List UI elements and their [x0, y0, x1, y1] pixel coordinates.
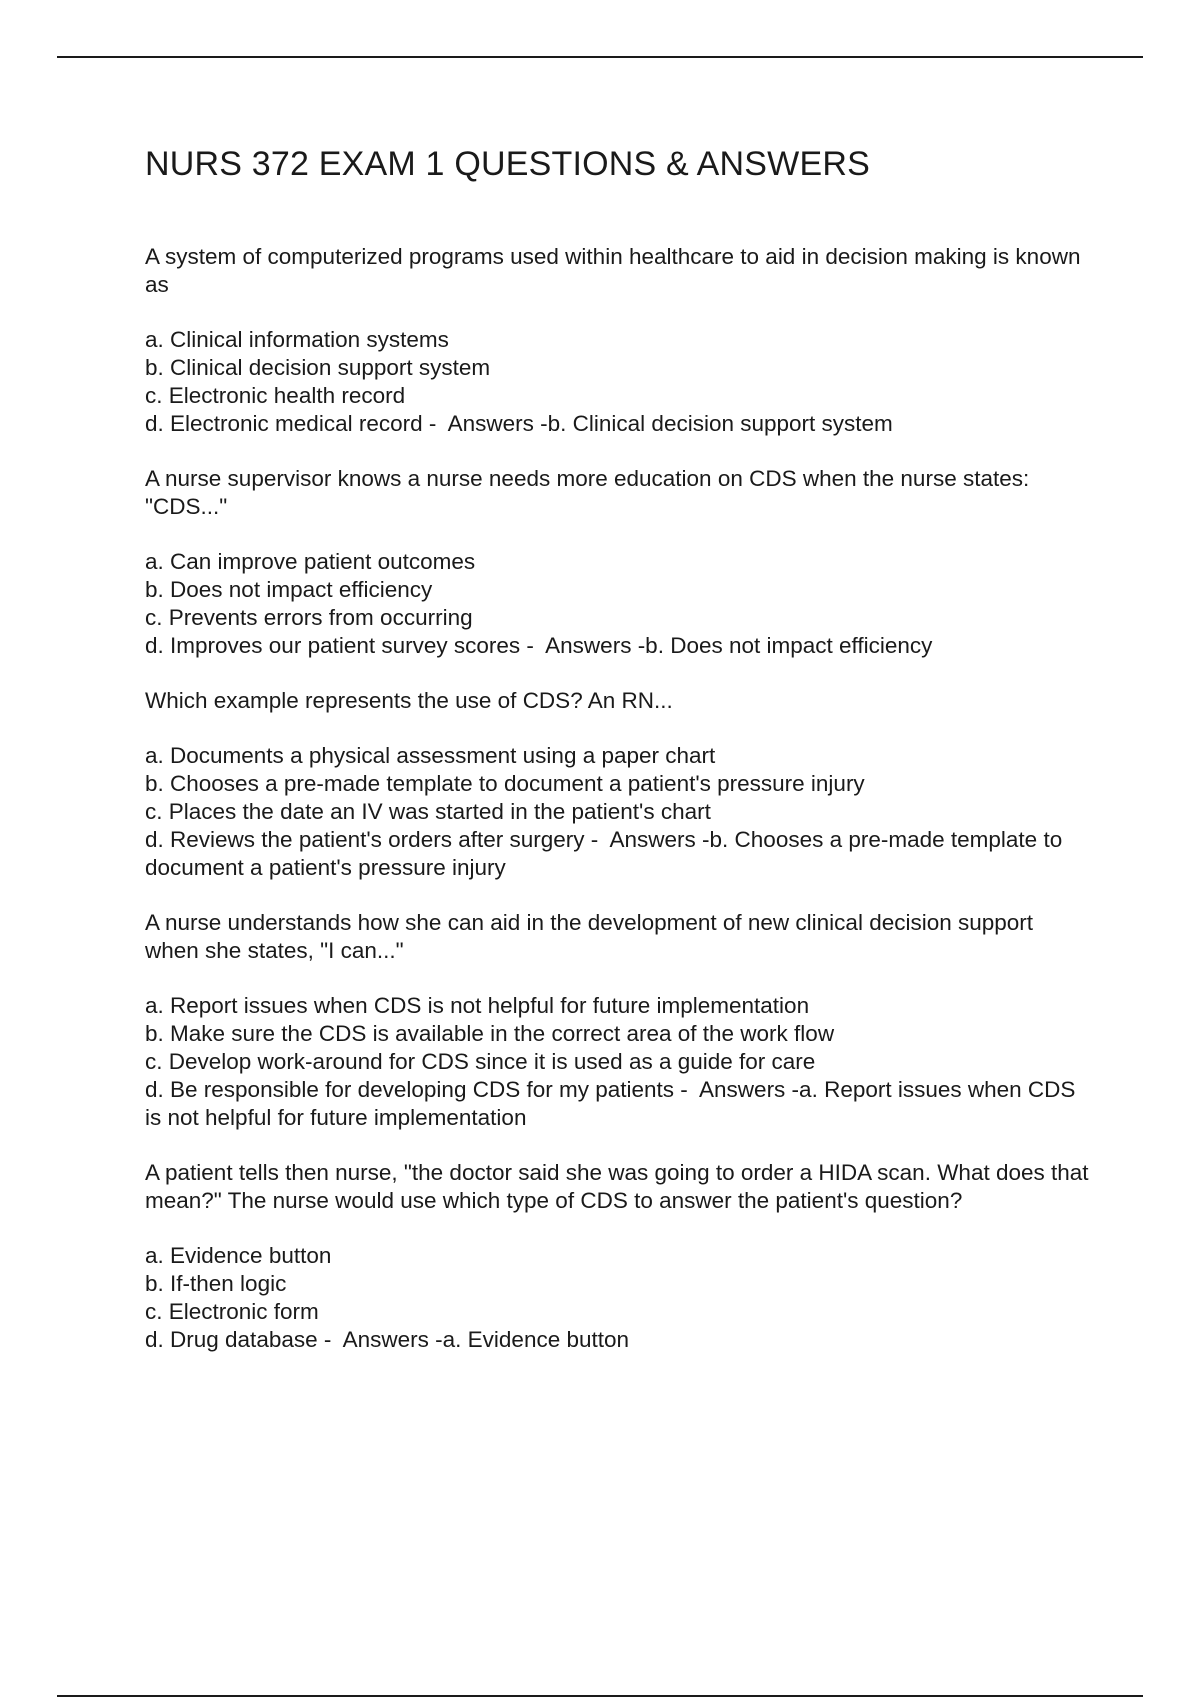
answer-options	[145, 992, 1090, 1132]
answer-options	[145, 548, 1090, 660]
answer-options	[145, 1242, 1090, 1354]
question-text: A system of computerized programs used within healthcare to aid in decision making is known as	[145, 244, 1081, 297]
answer-option: c. Electronic form	[145, 1299, 319, 1324]
answer-option: a. Report issues when CDS is not helpful for future implementation	[145, 993, 810, 1018]
answer-option: c. Places the date an IV was started in the patient's chart	[145, 799, 711, 824]
answer-option: a. Evidence button	[145, 1243, 332, 1268]
question-text: A patient tells then nurse, "the doctor said she was going to order a HIDA scan. What does that mean?" The nurse would use which type of CDS to answer the patient's question?	[145, 1160, 1089, 1213]
answer-option: b. Clinical decision support system	[145, 355, 491, 380]
answer-options	[145, 326, 1090, 438]
question-block	[145, 909, 1090, 1132]
page-title: NURS 372 EXAM 1 QUESTIONS & ANSWERS	[145, 145, 870, 183]
answer-option-with-key: d. Be responsible for developing CDS for my patients - Answers -a. Report issues when CDS is not helpful for future implementation	[145, 1077, 1082, 1130]
answer-option: b. Chooses a pre-made template to document a patient's pressure injury	[145, 771, 865, 796]
answer-options	[145, 742, 1090, 882]
bottom-divider	[57, 1695, 1143, 1697]
question-block	[145, 243, 1090, 438]
answer-option-with-key: d. Electronic medical record - Answers -b. Clinical decision support system	[145, 411, 893, 436]
answer-option: a. Clinical information systems	[145, 327, 449, 352]
question-block	[145, 465, 1090, 660]
question-text: Which example represents the use of CDS? An RN...	[145, 688, 673, 713]
question-block	[145, 687, 1090, 882]
answer-option-with-key: d. Drug database - Answers -a. Evidence button	[145, 1327, 630, 1352]
answer-option: b. Does not impact efficiency	[145, 577, 433, 602]
question-text: A nurse supervisor knows a nurse needs more education on CDS when the nurse states: "CDS..."	[145, 466, 1030, 519]
answer-option: c. Develop work-around for CDS since it is used as a guide for care	[145, 1049, 816, 1074]
top-divider	[57, 56, 1143, 58]
answer-option: c. Electronic health record	[145, 383, 406, 408]
answer-option: a. Documents a physical assessment using a paper chart	[145, 743, 716, 768]
answer-option: b. Make sure the CDS is available in the correct area of the work flow	[145, 1021, 835, 1046]
document-body	[145, 243, 1090, 1381]
question-block	[145, 1159, 1090, 1354]
question-text: A nurse understands how she can aid in the development of new clinical decision support when she states, "I can..."	[145, 910, 1034, 963]
answer-option: a. Can improve patient outcomes	[145, 549, 476, 574]
answer-option: c. Prevents errors from occurring	[145, 605, 473, 630]
answer-option-with-key: d. Improves our patient survey scores - Answers -b. Does not impact efficiency	[145, 633, 933, 658]
answer-option: b. If-then logic	[145, 1271, 287, 1296]
answer-option-with-key: d. Reviews the patient's orders after surgery - Answers -b. Chooses a pre-made template to document a patient's pressure injury	[145, 827, 1069, 880]
